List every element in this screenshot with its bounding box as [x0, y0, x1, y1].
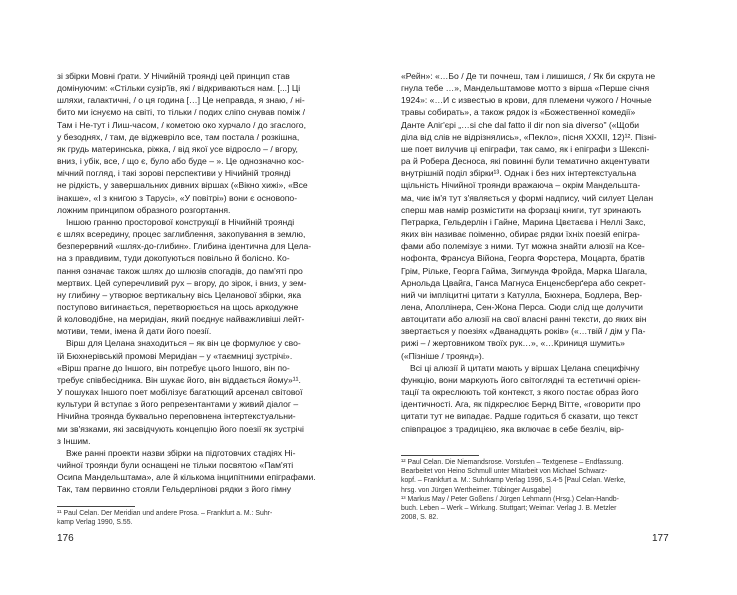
text-line: ми зв'язками, які засвідчують концепцію його поезії як зустрічі	[57, 423, 304, 434]
text-line: мертвих. Цей суперечливий рух – вгору, до зірок, і вниз, у зем-	[57, 277, 307, 288]
footnote-line: hrsg. von Jürgen Wertheimer. Tübinger Ausgabe]	[401, 486, 551, 494]
text-line: мічний погляд, і такі зорові перспективи у Нічийній троянді	[57, 168, 291, 179]
text-line: травы собирать», а також рядок із «Божественної комедії»	[401, 107, 636, 118]
text-line: автоцитати або алюзії на свої власні ранні тексти, до яких він	[401, 314, 647, 325]
footnote-line: ¹³ Markus May / Peter Goßens / Jürgen Lehmann (Hrsg.) Celan-Handb-	[401, 495, 619, 503]
text-line: 1924»: «…И с известью в крови, для племени чужого / Ночные	[401, 95, 652, 106]
text-line: й коловодібне, на меридіан, який поєднує найважливіші лейт-	[57, 314, 305, 325]
text-line: лена, Аполлінера, Сен-Жона Перса. Сюди слід ще долучити	[401, 301, 643, 312]
text-line: їй Бюхнерівській промові Меридіан – у «таємниці зустрічі».	[57, 350, 293, 361]
text-line: Всі ці алюзії й цитати мають у віршах Целана специфічну	[410, 362, 640, 373]
text-line: фами або полемізує з ними. Тут можна знайти алюзії на Ксе-	[401, 241, 645, 252]
text-line: є шлях всередину, процес заглиблення, закопування в землю,	[57, 229, 306, 240]
text-line: Осипа Мандельштама», але й кількома інципітними епіграфами.	[57, 472, 316, 483]
text-line: ше поет вилучив ці епіграфи, так само, як і епіграфи з Шекспі-	[401, 143, 650, 154]
text-line: рижі – / жертовником твоїх рук…», «…Криниця шумить»	[401, 338, 625, 349]
text-line: з Іншим.	[57, 435, 91, 446]
text-line: ма, чиє ім'я тут з'являється у формі надпису, чий силует Целан	[401, 192, 654, 203]
footnote-line: ¹² Paul Celan. Die Niemandsrose. Vorstufen – Textgenese – Endfassung.	[401, 459, 624, 466]
right-page	[369, 0, 737, 595]
text-line: Там і Не-тут і Лиш-часом, / кометою око хурчало / до згаслого,	[57, 119, 306, 130]
text-line: ну глибину – утворює вертикальну вісь Целанової збірки, яка	[57, 289, 302, 300]
text-line: гнула тебе …», Мандельштамове мотто з вірша «Перше січня	[401, 83, 650, 94]
text-line: тації та окреслюють той контекст, з якого постає образ його	[401, 387, 639, 398]
text-line: нофонта, Франсуа Війона, Георга Форстера, Моцарта, братів	[401, 253, 645, 264]
text-line: требує співбесідника. Він шукає його, він віддається йому»¹¹.	[57, 374, 301, 385]
text-line: зі збірки Мовні ґрати. У Нічийній троянді цей принцип став	[57, 71, 290, 81]
page-number: 176	[57, 533, 74, 544]
footnote-line: Bearbeitet von Heino Schmull unter Mitarbeit von Michael Schwarz-	[401, 468, 608, 476]
page-number: 177	[652, 533, 669, 544]
footnote-divider	[401, 455, 479, 456]
text-line: функцію, вони маркують його світоглядні та естетичні орієн-	[401, 374, 641, 385]
text-line: Вже ранні проекти назви збірки на підготовчих стадіях Ні-	[66, 447, 296, 458]
text-line: («Пізніше / троянд»).	[401, 350, 485, 361]
text-line: ра й Робера Десноса, які повинні були тематично акцентувати	[401, 156, 650, 167]
left-footnotes	[57, 509, 329, 527]
text-line: діла від слів не відрізнялись», «Пекло», пісня XXXII, 12)¹². Пізні-	[401, 131, 657, 142]
text-line: У пошуках Іншого поет мобілізує багатющий арсенал світової	[57, 387, 303, 398]
footnote-line: kamp Verlag 1990, S.55.	[57, 519, 133, 527]
footnote-line: kopf. – Frankfurt a. M.: Suhrkamp Verlag 1996, S.4-5 [Paul Celan. Werke,	[401, 477, 626, 485]
text-line: яких він називає поіменно, обирає рядки їхніх поезій епігра-	[401, 229, 640, 240]
right-footnotes	[401, 458, 673, 522]
text-line: «Вірш прагне до Іншого, він потребує цього Іншого, він по-	[57, 362, 290, 373]
text-line: Вірш для Целана знаходиться – як він це формулює у сво-	[66, 338, 301, 349]
text-line: культури й вступає з його репрезентантами у живий діалог –	[57, 399, 299, 410]
text-line: домінуючим: «Стільки сузір'їв, які / відкриваються нам. [...] Ці	[57, 83, 301, 94]
footnote-line: buch. Leben – Werk – Wirkung. Stuttgart; Weimar: Verlag J. B. Metzler	[401, 505, 617, 513]
text-line: звертається у поезіях «Дванадцять років» («…твій / дім у Па-	[401, 326, 646, 337]
text-line: поступово вигинається, перетворюється на щось аркодужне	[57, 301, 299, 312]
text-line: бито ми існуємо на світі, то тільки / подих сліпо снував поміж /	[57, 107, 306, 118]
text-line: Данте Аліг'єрі „…si che dal fatto il dir non sia diverso" («Щоби	[401, 119, 640, 130]
text-line: чийної троянди були оснащені не тільки посвятою «Пам'яті	[57, 460, 294, 470]
text-line: не рідкість, у завершальних дивних віршах («Вікно хижі», «Все	[57, 180, 308, 191]
text-line: Арнольда Цвайга, Ганса Магнуса Енценсберґера або секрет-	[401, 277, 646, 288]
text-line: Петрарка, Гельдерлін і Гайне, Марина Цвєтаєва і Неллі Закс,	[401, 216, 646, 227]
footnote-line: ¹¹ Paul Celan. Der Meridian und andere Prosa. – Frankfurt a. M.: Suhr-	[57, 510, 273, 517]
text-line: Іншою гранню просторової конструкції в Нічийній троянді	[66, 216, 295, 227]
left-body-text	[57, 70, 329, 495]
text-line: співпрацює з традицією, яка включає в себе безліч, вір-	[401, 423, 624, 434]
left-page	[0, 0, 368, 595]
footnote-line: 2008, S. 82.	[401, 514, 439, 522]
text-line: ложним принципом образного розгортання.	[57, 204, 231, 215]
text-line: «Рейн»: «…Бо / Де ти почнеш, там і лишишся, / Як би скрута не	[401, 71, 656, 81]
text-line: цитати тут не випадає. Радше годиться б сказати, що текст	[401, 411, 639, 422]
text-line: як грудь материнська, ріжка, / від якої усе відросло – / вгору,	[57, 143, 298, 154]
text-line: ний чи імпліцитні цитати з Катулла, Бюхнера, Бодлера, Вер-	[401, 289, 643, 300]
right-body-text	[401, 70, 673, 435]
text-line: сперш мав намір розмістити на форзаці книги, тут зринають	[401, 204, 642, 215]
text-line: Грім, Рільке, Георга Гайма, Зигмунда Фройда, Марка Шагала,	[401, 265, 648, 276]
text-line: пання означає також шлях до шлюзів спогадів, до пам'яті про	[57, 265, 303, 276]
footnote-divider	[57, 506, 135, 507]
text-line: вниз, і убік, все, / що є, було або буде – ». Це однозначно кос-	[57, 156, 304, 167]
text-line: мотиви, теми, імена й дати його поезії.	[57, 326, 212, 337]
text-line: Нічийна троянда буквально переповнена інтертекстуальни-	[57, 411, 296, 422]
text-line: шляхи, галактичні, / о ця година […] Це неправда, я знаю, / ні-	[57, 95, 305, 106]
text-line: ідентичності. Ага, як підкреслює Бернд Вітте, «говорити про	[401, 399, 641, 410]
text-line: у безоднях, / там, де віджевріло все, там постала / розкішна,	[57, 131, 300, 142]
text-line: щільність Нічийної троянди вражаюча – окрім Мандельшта-	[401, 180, 641, 191]
text-line: безперервний «шлях-до-глибин». Глибина ідентична для Цела-	[57, 241, 312, 252]
text-line: на з правдивим, туди докопуються повільно й болісно. Ко-	[57, 253, 290, 264]
text-line: інакше», «І з книгою з Тарусі», «У повітрі») вони є основопо-	[57, 192, 298, 203]
text-line: внутрішній поділ збірки¹³. Однак і без них інтертекстуальна	[401, 168, 637, 179]
text-line: Так, там первинно стояли Гельдерлінові рядки з його гімну	[57, 484, 292, 495]
